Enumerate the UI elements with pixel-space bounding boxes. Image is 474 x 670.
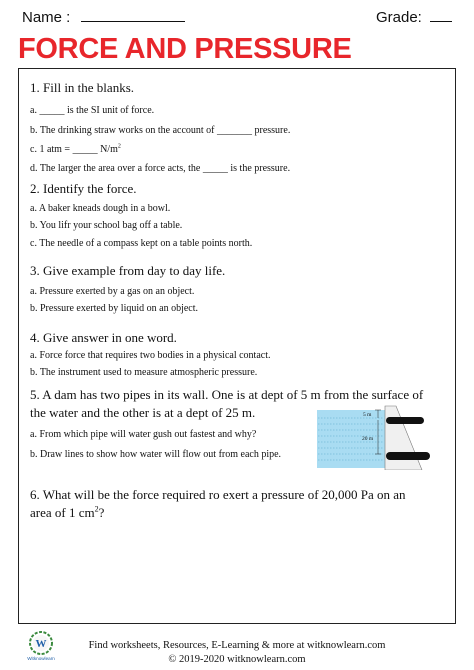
- q3-heading: 3. Give example from day to day life.: [30, 263, 226, 278]
- q4-item-b: b. The instrument used to measure atmospheric pressure.: [30, 367, 258, 378]
- q1-item-a: a. _____ is the SI unit of force.: [30, 105, 155, 116]
- q5-line1: 5. A dam has two pipes in its wall. One is at dept of 5 m from the surface of: [30, 387, 424, 402]
- q2-item-a: a. A baker kneads dough in a bowl.: [30, 203, 171, 214]
- depth-label-bottom: 20 m: [362, 436, 374, 442]
- q1-item-c: [30, 144, 121, 155]
- q3-item-a: a. Pressure exerted by a gas on an object.: [30, 286, 195, 297]
- name-field: [22, 9, 185, 26]
- footer-line1: Find worksheets, Resources, E-Learning & more at witknowlearn.com: [88, 640, 386, 651]
- q2-item-b: b. You lifr your school bag off a table.: [30, 220, 183, 231]
- grade-field: [376, 9, 452, 26]
- name-blank[interactable]: [81, 20, 185, 22]
- q1-item-d: d. The larger the area over a force acts, the _____ is the pressure.: [30, 163, 291, 174]
- dam-wall: [385, 406, 422, 470]
- q5-line2: the water and the other is at a dept of 25 m.: [30, 405, 256, 420]
- depth-label-top: 5 m: [363, 412, 372, 418]
- dam-diagram: [316, 404, 432, 470]
- water-body: [317, 410, 385, 468]
- logo-letter: W: [35, 638, 47, 650]
- q2-item-c: c. The needle of a compass kept on a table points north.: [30, 238, 253, 249]
- q2-heading: 2. Identify the force.: [30, 181, 137, 196]
- upper-pipe: [386, 417, 424, 424]
- q1-item-c-text: c. 1 atm = _____ N/m: [30, 144, 118, 155]
- name-label: Name :: [22, 9, 71, 26]
- q6-line2-end: ?: [98, 505, 105, 520]
- logo-text: Witknowlearn: [27, 656, 55, 661]
- worksheet-title: FORCE AND PRESSURE: [18, 33, 352, 65]
- footer-line2: © 2019-2020 witknowlearn.com: [168, 654, 306, 665]
- q1-item-b: b. The drinking straw works on the account of _______ pressure.: [30, 125, 291, 136]
- q4-item-a: a. Force force that requires two bodies in a physical contact.: [30, 350, 271, 361]
- q3-item-b: b. Pressure exerted by liquid on an object.: [30, 303, 199, 314]
- grade-blank[interactable]: [430, 20, 452, 22]
- q1-heading: 1. Fill in the blanks.: [30, 80, 134, 95]
- lower-pipe: [386, 452, 430, 460]
- q6-line2-text: area of 1 cm: [30, 505, 95, 520]
- q4-heading: 4. Give answer in one word.: [30, 330, 177, 345]
- q6-line1: 6. What will be the force required ro exert a pressure of 20,000 Pa on an: [30, 487, 406, 502]
- q6-line2-sup: 2: [94, 504, 99, 514]
- grade-label: Grade:: [375, 9, 422, 26]
- q5-item-a: a. From which pipe will water gush out fastest and why?: [30, 429, 257, 440]
- q1-item-c-sup: 2: [117, 143, 121, 150]
- q5-item-b: b. Draw lines to show how water will flow out from each pipe.: [30, 449, 282, 460]
- q6-line2: [30, 505, 104, 521]
